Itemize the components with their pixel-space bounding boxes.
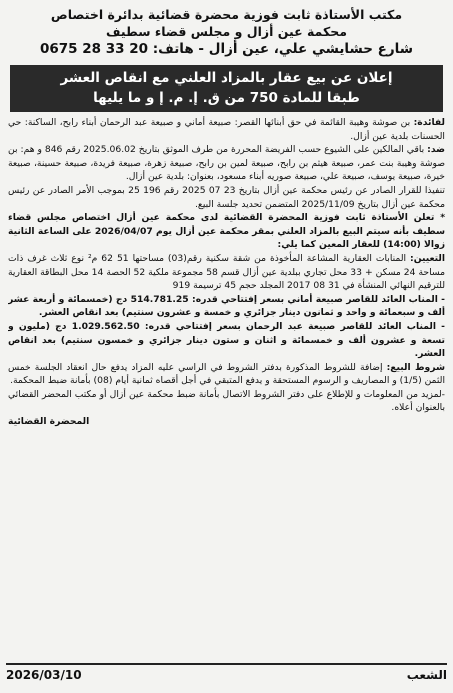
notice-title: إعلان عن بيع عقار بالمزاد العلني مع انقاص العشر	[60, 70, 393, 86]
against-paragraph	[8, 143, 445, 184]
notice-subtitle: طبقا للمادة 750 من ق. إ. م. إ و ما يليها	[93, 90, 360, 106]
sale-conditions-text: إضافة للشروط المذكورة بدفتر الشروط في الراسي عليه المزاد يدفع حال انعقاد الجلسة خمس الثمن (1/5) و المصاريف و الرسوم المستحقة و يدفع المتبقي في أجل أقصاه ثمانية أيام (08) بأمانة ضبط المحكمة.	[8, 361, 445, 387]
share-abderrahmane-text: دج (مليون و تسعة و عشرون ألف و خمسمائة و اثنان و ستون دينار جزائري و خمسون سنتيم) بعد انقاص العشر.	[8, 320, 445, 360]
designation-label: التعيين:	[410, 252, 445, 264]
notice-title-banner	[10, 65, 443, 112]
court-name: محكمة عين أزال و مجلس قضاء سطيف	[106, 24, 347, 39]
share-amani-label: - المناب العائد للقاصر صبيعة أماني بسعر إفتتاحي قدره: 514.781.25 دج	[115, 293, 445, 305]
office-header	[6, 6, 447, 59]
announcement-text: * تعلن الأستاذة ثابت فوزية المحضرة القضائية لدى محكمة عين أزال اختصاص مجلس قضاء سطيف بأنه سيتم البيع بالمزاد العلني بمقر محكمة عين أزال يوم 2026/04/07 على الساعة الثانية زوالا (14:00) للعقار المعين كما يلي:	[8, 212, 445, 251]
announcement-paragraph	[8, 211, 445, 252]
beneficiary-paragraph	[8, 116, 445, 143]
execution-paragraph: تنفيذا للقرار الصادر عن رئيس محكمة عين أزال بتاريخ 23 07 2025 رقم 196 25 بموجب الأمر الصادر عن رئيس محكمة عين أزال بتاريخ 2025/11/09 المتضمن تحديد جلسة البيع.	[8, 184, 445, 210]
beneficiary-label: لفائدة:	[413, 117, 445, 128]
signature: المحضرة القضائية	[8, 416, 90, 428]
sale-conditions-paragraph	[8, 361, 445, 388]
office-address-phone: شارع حشايشي علي، عين أزال - هاتف: 20 33 28 0675	[39, 41, 414, 57]
against-label: ضد:	[427, 144, 445, 156]
office-title: مكتب الأستاذة ثابت فوزية محضرة قضائية بدائرة اختصاص	[50, 7, 403, 22]
designation-paragraph	[8, 252, 445, 293]
share-amani-paragraph	[8, 293, 445, 320]
designation-text: المنابات العقارية المشاعة المأخوذة من شقة سكنية رقم(03) مساحتها 51 62 م² نوع ثلاث غرف ذات مساحة 24 مسكن + 33 محل تجاري ببلدية عين أزال قسم 58 مجموعة ملكية 52 الحصة 14 محل البطاقة العقارية للترقيم النهائي المنشأة في 31 08 2017 المجلد حجم 45 ترسيمة 919	[8, 252, 445, 292]
info-paragraph: -لمزيد من المعلومات و للإطلاع على دفتر الشروط الاتصال بأمانة ضبط محكمة عين أزال أو مكتب المحضر القضائي بالعنوان أعلاه.	[8, 388, 445, 414]
newspaper-name: الشعب	[406, 668, 447, 682]
sale-conditions-label: شروط البيع:	[386, 361, 445, 373]
share-abderrahmane-paragraph	[8, 320, 445, 361]
notice-body	[8, 116, 445, 636]
publication-date: 2026/03/10	[6, 668, 82, 682]
beneficiary-text: بن صوشة وهيبة القائمة في حق أبنائها القصر: صبيعة أماني و صبيعة عبد الرحمان أبناء رابح، الساكنة: حي الحسنات بلدية عين أزال.	[8, 117, 445, 142]
share-amani-text: (خمسمائة و أربعة عشر ألف و سبعمائة و واحد و ثمانون دينار جزائري و خمسة و عشرون سنتيم) بعد انقاص العشر.	[8, 293, 445, 319]
against-text: باقي المالكين على الشيوع حسب الفريضة المحررة من طرف الموثق بتاريخ 2025.06.02 رقم 846 و هم: بن صوشة وهيبة بنت عمر، صبيعة هيثم بن رابح، صبيعة لمين بن رابح، صبيعة زهرة، صبيعة فريدة، صبيعة حسينة، صبيعة خيرة، صبيعة يوسف، صبيعة علي، صبيعة صوريه أبناء مسعود، بعنوان: بلدية عين أزال.	[8, 144, 445, 183]
share-abderrahmane-label: - المناب العائد للقاصر صبيعة عبد الرحمان بسعر إفتتاحي قدره: 1.029.562.50	[71, 320, 445, 332]
newspaper-footer	[6, 663, 447, 685]
